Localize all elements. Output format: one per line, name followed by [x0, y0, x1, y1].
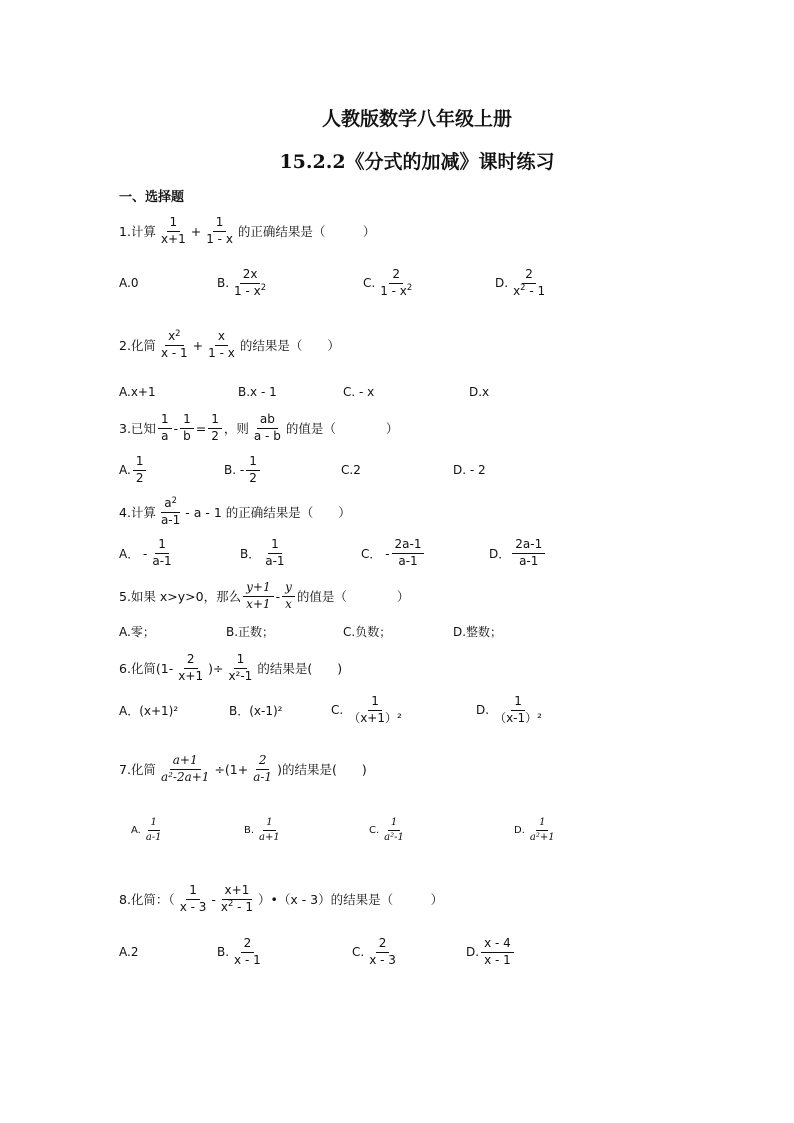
- page-subtitle: 15.2.2《分式的加减》课时练习: [279, 151, 555, 173]
- q6-option-b: B．(x-1)²: [229, 703, 283, 718]
- q4-option-b: B． $\frac{1}{a-1}$: [240, 536, 285, 568]
- q8-option-b: B. $\frac{2}{x - 1}$: [217, 935, 261, 967]
- question-6: 6.化简(1- $\frac{2}{x+1}$ )÷ $\frac{1}{\text{x²-1}}$ 的结果是( ): [119, 651, 343, 683]
- q5-option-c: C.负数；: [343, 624, 392, 639]
- q6-option-a: A．(x+1)²: [119, 703, 179, 718]
- q1-option-c: C. $\frac{2}{1 - x^2}$: [363, 266, 413, 298]
- q4-option-a: A． - $\frac{1}{a-1}$: [119, 536, 172, 568]
- question-5: 5.如果 x>y>0，那么 $\frac{y+1}{x+1}$ - $\frac{y}{x}$ 的值是（ ）: [119, 579, 410, 611]
- q2-option-c: C. - x: [343, 385, 375, 399]
- q3-option-b: B. - $\frac{1}{2}$: [224, 450, 262, 490]
- question-8: 8.化简：（ $\frac{1}{x - 3}$ - $\frac{x+1}{x^2 - 1}$ ）•（x - 3）的结果是（ ）: [119, 882, 444, 914]
- q7-option-a: A. $\frac{1}{a-1}$: [131, 817, 162, 843]
- q8-option-d: D. $\frac{x - 4}{x - 1}$: [466, 932, 516, 972]
- q7-option-c: C. $\frac{1}{\text{a²-1}}$: [369, 817, 404, 843]
- q1-fraction-2: $\frac{1}{1 - x}$: [206, 214, 233, 246]
- question-7: 7.化简 $\frac{a+1}{\text{a²-2a+1}}$ ÷(1+ $\frac{2}{a-1}$ )的结果是( ): [119, 752, 367, 784]
- q2-fraction-2: $\frac{x}{1 - x}$: [208, 328, 235, 360]
- q2-fraction-1: $\frac{x^2}{x - 1}$: [160, 327, 188, 360]
- q2-option-b: B.x - 1: [238, 385, 277, 399]
- q1-option-a: A.0: [119, 276, 139, 290]
- q6-option-d: D. $\frac{1}{\text{（x-1）²}}$: [476, 693, 542, 725]
- question-4: 4.计算 $\frac{a^2}{a-1}$ - a - 1 的正确结果是（ ）: [119, 494, 351, 527]
- question-1: 1.计算 $\frac{1}{x+1}$ + $\frac{1}{1 - x}$ 的正确结果是（ ）: [119, 214, 376, 246]
- q3-option-d: D. - 2: [453, 463, 486, 477]
- q7-option-b: B. $\frac{1}{a+1}$: [244, 817, 280, 843]
- q3-option-a: A. $\frac{1}{2}$: [119, 450, 148, 490]
- q2-option-a: A.x+1: [119, 385, 156, 399]
- q5-option-b: B.正数；: [226, 624, 275, 639]
- q2-option-d: D.x: [469, 385, 490, 399]
- page-title: 人教版数学八年级上册: [321, 108, 512, 130]
- q8-option-c: C. $\frac{2}{x - 3}$: [352, 935, 396, 967]
- q5-option-a: A.零；: [119, 624, 155, 639]
- q1-option-d: D. $\frac{2}{x^2 - 1}$: [495, 266, 546, 298]
- q4-option-d: D． $\frac{2a-1}{a-1}$: [489, 533, 547, 573]
- q8-option-a: A.2: [119, 945, 139, 959]
- q4-option-c: C． - $\frac{2a-1}{a-1}$: [361, 533, 426, 573]
- q5-option-d: D.整数；: [453, 624, 503, 639]
- question-3: 3.已知 $\frac{1}{a}$ - $\frac{1}{b}$ = $\frac{1}{2}$ ，则 $\frac{ab}{a - b}$ 的值是（ ）: [119, 411, 399, 443]
- q1-option-b: B. $\frac{2x}{1 - x^2}$: [217, 266, 267, 298]
- q3-option-c: C.2: [341, 463, 361, 477]
- question-1-number: 1.计算: [119, 224, 156, 239]
- question-2: 2.化简 $\frac{x^2}{x - 1}$ + $\frac{x}{1 - x}$ 的结果是（ ）: [119, 327, 340, 360]
- section-heading: 一、选择题: [119, 190, 185, 205]
- q7-option-d: D. $\frac{1}{\text{a²+1}}$: [514, 817, 555, 843]
- q6-option-c: C. $\frac{1}{\text{（x+1）²}}$: [331, 693, 402, 725]
- q1-fraction-1: $\frac{1}{x+1}$: [160, 214, 186, 246]
